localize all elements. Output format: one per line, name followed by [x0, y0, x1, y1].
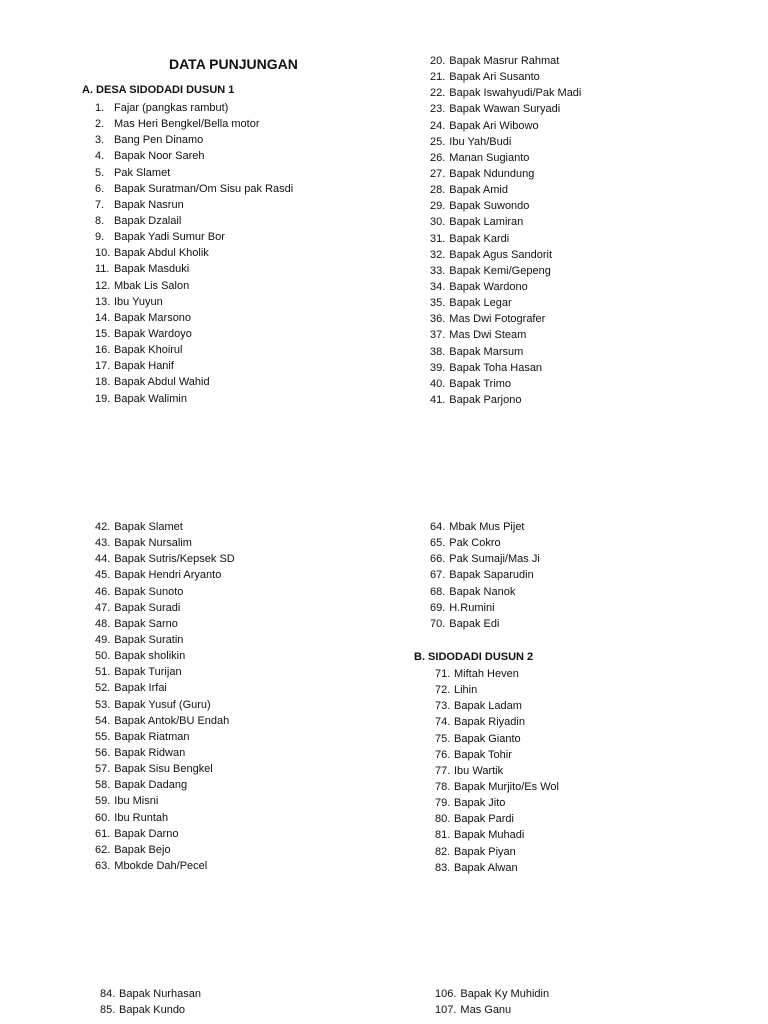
item-name: Mas Heri Bengkel/Bella motor [114, 118, 260, 131]
item-number: 28. [430, 184, 446, 197]
item-name: Fajar (pangkas rambut) [114, 102, 229, 114]
item-name: Bapak Irfai [114, 682, 167, 695]
item-number: 1. [95, 102, 105, 114]
list-item [95, 358, 293, 374]
item-number: 69. [430, 601, 446, 614]
item-name: Bapak Dadang [114, 779, 188, 792]
item-number: 58. [95, 779, 111, 792]
item-number: 7. [95, 198, 105, 211]
item-number: 29. [430, 200, 446, 213]
item-name: Bapak Yadi Sumur Bor [114, 231, 225, 244]
item-name: Bapak Pardi [454, 813, 514, 826]
item-number: 60. [95, 811, 111, 824]
item-number: 51. [95, 666, 111, 679]
item-number: 66. [430, 553, 446, 566]
item-name: Ibu Runtah [114, 811, 169, 824]
item-number: 55. [95, 730, 111, 743]
list-item [430, 69, 581, 85]
item-number: 71. [435, 668, 451, 680]
item-name: Bapak Hendri Aryanto [114, 569, 222, 582]
item-name: Bapak Sarno [114, 617, 178, 630]
item-number: 44. [95, 553, 111, 566]
list-item [435, 795, 559, 811]
list-item [95, 729, 235, 745]
item-name: Bapak Piyan [454, 845, 516, 858]
list-item [95, 745, 235, 761]
list-item [430, 134, 581, 150]
list-item [95, 777, 235, 793]
list-item [435, 682, 559, 698]
item-name: Ibu Misni [114, 795, 159, 808]
list-item [95, 632, 235, 648]
section-a-heading: A. DESA SIDODADI DUSUN 1 [82, 84, 235, 96]
list-item [435, 666, 559, 682]
item-number: 106. [435, 988, 457, 1000]
list-item [95, 213, 293, 229]
item-name: Pak Sumaji/Mas Ji [449, 553, 540, 566]
list-item [95, 391, 293, 407]
item-name: Bapak Toha Hasan [449, 361, 543, 374]
item-number: 33. [430, 264, 446, 277]
item-number: 22. [430, 87, 446, 100]
section-a-list-1 [95, 100, 293, 407]
item-number: 35. [430, 297, 446, 310]
item-name: Lihin [454, 684, 478, 697]
list-item [95, 310, 293, 326]
item-number: 59. [95, 795, 111, 808]
item-number: 84. [100, 988, 116, 1000]
item-name: Bapak Ari Wibowo [449, 119, 539, 132]
list-item [100, 1002, 201, 1018]
item-name: Bapak Nasrun [114, 198, 184, 211]
list-item [95, 761, 235, 777]
list-item [430, 279, 581, 295]
item-name: Bapak Suradi [114, 601, 181, 614]
item-name: Bapak Parjono [449, 393, 522, 406]
item-name: Mas Dwi Fotografer [449, 313, 546, 326]
item-number: 65. [430, 537, 446, 550]
list-item [430, 311, 581, 327]
item-name: Bapak Sisu Bengkel [114, 763, 213, 776]
item-name: Bapak Kundo [119, 1004, 186, 1017]
list-item [95, 616, 235, 632]
list-item [95, 551, 235, 567]
item-name: Bapak Kemi/Gepeng [449, 264, 551, 277]
item-name: Bapak Khoirul [114, 344, 183, 357]
list-item [430, 182, 581, 198]
list-item [435, 779, 559, 795]
item-name: Bapak Murjito/Es Wol [454, 780, 559, 793]
list-item [95, 326, 293, 342]
item-name: Bapak Ari Susanto [449, 71, 540, 84]
list-item [95, 793, 235, 809]
list-item [95, 197, 293, 213]
item-name: Bapak Abdul Wahid [114, 376, 210, 389]
item-name: Pak Cokro [449, 537, 501, 550]
section-b-heading: B. SIDODADI DUSUN 2 [414, 651, 534, 663]
item-number: 54. [95, 714, 111, 727]
item-name: Mbokde Dah/Pecel [114, 859, 208, 872]
item-number: 74. [435, 716, 451, 729]
list-item [430, 214, 581, 230]
page-title: DATA PUNJUNGAN [169, 56, 298, 72]
item-name: Bapak Ridwan [114, 746, 186, 759]
item-number: 48. [95, 617, 111, 630]
item-number: 15. [95, 327, 111, 340]
list-item [95, 245, 293, 261]
list-item [430, 327, 581, 343]
item-number: 19. [95, 392, 111, 405]
list-item [435, 698, 559, 714]
item-name: Bapak Agus Sandorit [449, 248, 553, 261]
item-number: 67. [430, 569, 446, 582]
item-number: 45. [95, 569, 111, 582]
item-name: Bapak Gianto [454, 732, 521, 745]
item-name: Bapak Amid [449, 184, 508, 197]
item-number: 70. [430, 617, 446, 630]
list-item [95, 165, 293, 181]
item-name: Bapak Masrur Rahmat [449, 55, 560, 67]
item-number: 82. [435, 845, 451, 858]
list-item [95, 826, 235, 842]
list-item [430, 198, 581, 214]
item-number: 39. [430, 361, 446, 374]
item-name: Bapak Wardono [449, 280, 528, 293]
item-name: Bapak Alwan [454, 861, 518, 874]
list-item [95, 858, 235, 874]
item-name: Bapak Hanif [114, 360, 174, 373]
item-name: Bapak Lamiran [449, 216, 524, 229]
list-item [95, 600, 235, 616]
item-number: 68. [430, 585, 446, 598]
item-name: Bapak Sutris/Kepsek SD [114, 553, 235, 566]
item-name: Bapak Saparudin [449, 569, 534, 582]
item-name: Bapak Riyadin [454, 716, 525, 729]
item-name: Bapak Walimin [114, 392, 187, 405]
list-item [435, 811, 559, 827]
item-name: Bapak Muhadi [454, 829, 525, 842]
item-number: 46. [95, 585, 111, 598]
item-number: 43. [95, 537, 111, 550]
item-name: Bapak Tohir [454, 748, 512, 761]
item-name: Bapak Kardi [449, 232, 510, 245]
item-number: 16. [95, 344, 111, 357]
item-number: 77. [435, 764, 451, 777]
item-name: Bapak Iswahyudi/Pak Madi [449, 87, 582, 100]
list-item [95, 680, 235, 696]
item-name: Bapak Dzalail [114, 214, 182, 227]
item-name: Bapak Legar [449, 297, 512, 310]
item-number: 41. [430, 393, 446, 406]
item-number: 49. [95, 633, 111, 646]
item-name: Bapak Suratman/Om Sisu pak Rasdi [114, 182, 294, 195]
list-item [430, 118, 581, 134]
item-number: 85. [100, 1004, 116, 1017]
item-number: 27. [430, 167, 446, 180]
list-item [435, 1002, 549, 1018]
list-item [430, 101, 581, 117]
item-number: 79. [435, 797, 451, 810]
item-number: 38. [430, 345, 446, 358]
section-a-list-4 [430, 519, 540, 632]
item-number: 63. [95, 859, 111, 872]
list-item [430, 600, 540, 616]
item-name: Bapak Jito [454, 797, 506, 810]
item-number: 72. [435, 684, 451, 697]
list-item [435, 860, 559, 876]
item-name: Bapak Antok/BU Endah [114, 714, 230, 727]
list-item [95, 519, 235, 535]
item-name: Bapak Slamet [114, 521, 183, 533]
item-number: 17. [95, 360, 111, 373]
item-number: 5. [95, 166, 105, 179]
list-item [95, 100, 293, 116]
list-item [435, 731, 559, 747]
item-number: 24. [430, 119, 446, 132]
list-item [430, 519, 540, 535]
list-item [95, 697, 235, 713]
list-item [430, 295, 581, 311]
item-number: 75. [435, 732, 451, 745]
item-name: Bapak Edi [449, 617, 500, 630]
item-number: 52. [95, 682, 111, 695]
item-name: Bapak Darno [114, 827, 179, 840]
item-name: Bapak Suratin [114, 633, 184, 646]
item-number: 73. [435, 700, 451, 713]
item-name: Bapak Abdul Kholik [114, 247, 209, 260]
section-b-list-1 [435, 666, 559, 876]
item-name: Bapak Nursalim [114, 537, 192, 550]
item-name: Bapak Marsum [449, 345, 524, 358]
item-name: Mas Ganu [460, 1004, 512, 1017]
list-item [430, 392, 581, 408]
item-number: 26. [430, 151, 446, 164]
list-item [95, 261, 293, 277]
item-name: Bapak Marsono [114, 311, 192, 324]
item-number: 42. [95, 521, 111, 533]
item-number: 40. [430, 377, 446, 390]
item-name: Bang Pen Dinamo [114, 134, 204, 147]
item-number: 18. [95, 376, 111, 389]
item-number: 53. [95, 698, 111, 711]
item-name: Ibu Yah/Budi [449, 135, 512, 148]
item-name: Bapak Ky Muhidin [460, 988, 550, 1000]
item-name: Mbak Mus Pijet [449, 521, 525, 533]
list-item [435, 763, 559, 779]
item-number: 14. [95, 311, 111, 324]
item-name: Bapak sholikin [114, 650, 186, 663]
item-number: 107. [435, 1004, 457, 1017]
section-b-list-2 [100, 986, 201, 1018]
item-name: Bapak Wawan Suryadi [449, 103, 561, 116]
item-number: 57. [95, 763, 111, 776]
list-item [435, 827, 559, 843]
item-number: 62. [95, 843, 111, 856]
list-item [430, 85, 581, 101]
list-item [95, 132, 293, 148]
list-item [95, 648, 235, 664]
list-item [435, 714, 559, 730]
item-name: Bapak Nanok [449, 585, 516, 598]
item-name: Bapak Riatman [114, 730, 190, 743]
list-item [95, 278, 293, 294]
list-item [95, 664, 235, 680]
list-item [430, 247, 581, 263]
list-item [435, 747, 559, 763]
list-item [95, 567, 235, 583]
item-number: 78. [435, 780, 451, 793]
list-item [95, 584, 235, 600]
item-number: 37. [430, 329, 446, 342]
list-item [95, 713, 235, 729]
item-name: Bapak Wardoyo [114, 327, 192, 340]
list-item [430, 53, 581, 69]
section-a-list-2 [430, 53, 581, 408]
item-number: 36. [430, 313, 446, 326]
list-item [95, 535, 235, 551]
section-b-list-3 [435, 986, 549, 1018]
list-item [95, 374, 293, 390]
list-item [95, 148, 293, 164]
list-item [430, 551, 540, 567]
item-name: Bapak Turijan [114, 666, 182, 679]
list-item [430, 166, 581, 182]
item-name: Bapak Yusuf (Guru) [114, 698, 211, 711]
item-name: Bapak Suwondo [449, 200, 530, 213]
item-name: Bapak Trimo [449, 377, 512, 390]
item-number: 34. [430, 280, 446, 293]
item-number: 10. [95, 247, 111, 260]
item-number: 13. [95, 295, 111, 308]
item-name: Manan Sugianto [449, 151, 530, 164]
list-item [430, 616, 540, 632]
list-item [430, 584, 540, 600]
item-number: 2. [95, 118, 105, 131]
list-item [430, 263, 581, 279]
list-item [95, 342, 293, 358]
item-name: Bapak Sunoto [114, 585, 184, 598]
item-name: Bapak Masduki [114, 263, 190, 276]
list-item [430, 344, 581, 360]
item-number: 3. [95, 134, 105, 147]
item-name: H.Rumini [449, 601, 495, 614]
item-number: 50. [95, 650, 111, 663]
list-item [100, 986, 201, 1002]
item-number: 6. [95, 182, 105, 195]
list-item [430, 376, 581, 392]
item-name: Bapak Bejo [114, 843, 171, 856]
item-number: 4. [95, 150, 105, 163]
list-item [435, 844, 559, 860]
item-name: Bapak Ladam [454, 700, 522, 713]
item-number: 21. [430, 71, 446, 84]
item-number: 30. [430, 216, 446, 229]
item-name: Bapak Nurhasan [119, 988, 201, 1000]
list-item [430, 535, 540, 551]
item-number: 76. [435, 748, 451, 761]
item-number: 56. [95, 746, 111, 759]
list-item [95, 810, 235, 826]
item-number: 25. [430, 135, 446, 148]
list-item [95, 181, 293, 197]
item-number: 61. [95, 827, 111, 840]
item-number: 20. [430, 55, 446, 67]
item-name: Miftah Heven [454, 668, 519, 680]
item-number: 23. [430, 103, 446, 116]
list-item [430, 231, 581, 247]
item-name: Bapak Noor Sareh [114, 150, 205, 163]
item-number: 12. [95, 279, 111, 292]
item-name: Ibu Wartik [454, 764, 504, 777]
list-item [430, 360, 581, 376]
item-number: 8. [95, 214, 105, 227]
item-name: Ibu Yuyun [114, 295, 163, 308]
list-item [95, 842, 235, 858]
list-item [95, 116, 293, 132]
list-item [435, 986, 549, 1002]
item-number: 11. [95, 263, 110, 276]
item-name: Pak Slamet [114, 166, 171, 179]
list-item [95, 294, 293, 310]
item-number: 9. [95, 231, 105, 244]
item-number: 81. [435, 829, 451, 842]
list-item [430, 150, 581, 166]
item-name: Mbak Lis Salon [114, 279, 190, 292]
item-name: Bapak Ndundung [449, 167, 535, 180]
item-number: 83. [435, 861, 451, 874]
item-number: 80. [435, 813, 451, 826]
item-number: 47. [95, 601, 111, 614]
item-number: 64. [430, 521, 446, 533]
item-number: 31. [430, 232, 446, 245]
item-number: 32. [430, 248, 446, 261]
list-item [430, 567, 540, 583]
list-item [95, 229, 293, 245]
section-a-list-3 [95, 519, 235, 874]
item-name: Mas Dwi Steam [449, 329, 527, 342]
